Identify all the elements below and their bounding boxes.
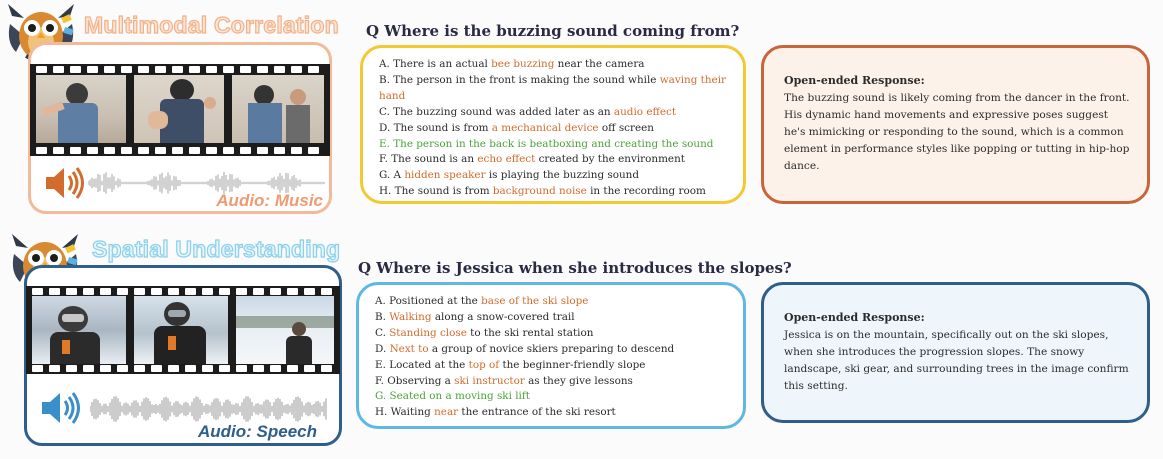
option-text: C. The buzzing sound was added later as an [379, 105, 614, 118]
sprocket-hole [121, 66, 132, 73]
sprocket-hole [308, 66, 319, 73]
sprocket-hole [155, 66, 166, 73]
option-item [375, 326, 729, 342]
option-item [375, 389, 729, 405]
sprocket-hole [223, 66, 234, 73]
response-heading: Open-ended Response: [784, 311, 925, 324]
response-text: The buzzing sound is likely coming from the dancer in the front. His dynamic hand movements and expressive poses suggest he's mimicking or responding to the sound, which is a common element in performance styles like popping or tutting in hip-hop dance. [784, 92, 1130, 172]
sprocket-hole [219, 365, 230, 372]
film-strip-icon [30, 64, 330, 156]
option-text: G. A [379, 169, 405, 182]
sprocket-hole [104, 66, 115, 73]
option-highlight: audio effect [613, 105, 677, 118]
sprocket-hole [53, 66, 64, 73]
option-item [375, 374, 729, 390]
sprocket-hole [287, 288, 298, 295]
sprocket-hole [117, 365, 128, 372]
option-text: F. The sound is an [379, 153, 478, 166]
option-item [375, 310, 729, 326]
option-item [379, 168, 729, 184]
sprocket-hole [270, 288, 281, 295]
option-text: B. [375, 310, 390, 323]
audio-waveform-icon [90, 394, 330, 424]
option-text: A. Positioned at the [375, 295, 482, 307]
sprocket-hole [168, 365, 179, 372]
sprocket-hole [151, 365, 162, 372]
response-box-jessica [761, 282, 1150, 423]
option-highlight: E. The person in the back is beatboxing and creating the sound [379, 137, 714, 150]
option-text: H. Waiting [375, 406, 435, 419]
option-highlight: waving their [659, 73, 726, 86]
section-title-multimodal: Multimodal Correlation [84, 12, 339, 38]
sprocket-hole [185, 365, 196, 372]
sprocket-hole [206, 66, 217, 73]
option-text: in the recording room [586, 185, 706, 198]
sprocket-hole [236, 288, 247, 295]
option-item [375, 294, 729, 310]
sprocket-hole [87, 66, 98, 73]
option-text: is playing the buzzing sound [485, 169, 640, 182]
option-text: a group of novice skiers preparing to descend [428, 342, 675, 355]
question-jessica: Q Where is Jessica when she introduces the slopes? [358, 259, 792, 277]
option-highlight: hidden speaker [404, 169, 486, 182]
sprocket-hole [274, 66, 285, 73]
sprocket-hole [134, 365, 145, 372]
sprocket-hole [70, 147, 81, 154]
option-text: the entrance of the ski resort [458, 406, 616, 419]
sprocket-hole [189, 147, 200, 154]
option-text: C. [375, 326, 390, 339]
response-heading: Open-ended Response: [784, 74, 925, 87]
sprocket-hole [223, 147, 234, 154]
sprocket-hole [236, 365, 247, 372]
sprocket-hole [321, 365, 332, 372]
sprocket-hole [32, 365, 43, 372]
option-text: to the ski rental station [466, 326, 594, 339]
sprocket-hole [32, 288, 43, 295]
sprocket-hole [104, 147, 115, 154]
video-frame-1 [32, 296, 126, 364]
video-frame-2 [134, 296, 228, 364]
option-item [379, 73, 729, 89]
option-highlight: Walking [389, 310, 432, 323]
sprocket-hole [304, 288, 315, 295]
sprocket-hole [202, 288, 213, 295]
sprocket-hole [253, 365, 264, 372]
sprocket-hole [257, 147, 268, 154]
question-buzzing: Q Where is the buzzing sound coming from? [366, 22, 740, 40]
sprocket-hole [100, 365, 111, 372]
option-item [375, 358, 729, 374]
sprocket-hole [66, 365, 77, 372]
sprocket-hole [49, 365, 60, 372]
sprocket-hole [83, 365, 94, 372]
option-highlight: top of [468, 358, 500, 371]
sprocket-hole [291, 66, 302, 73]
option-text: as they give lessons [524, 374, 633, 387]
option-text: off screen [598, 121, 654, 134]
sprocket-hole [70, 66, 81, 73]
option-item [379, 89, 729, 105]
option-item [379, 152, 729, 168]
option-highlight: Next to [389, 342, 429, 355]
sprocket-hole [270, 365, 281, 372]
option-item [379, 137, 729, 153]
option-highlight: ski instructor [454, 374, 525, 387]
sprocket-hole [304, 365, 315, 372]
sprocket-hole [308, 147, 319, 154]
sprocket-hole [219, 288, 230, 295]
sprocket-hole [206, 147, 217, 154]
option-highlight: echo effect [477, 153, 536, 166]
sprocket-hole [168, 288, 179, 295]
option-highlight: base of the ski slope [481, 295, 589, 307]
sprocket-hole [274, 147, 285, 154]
option-highlight: bee buzzing [491, 58, 555, 70]
option-text: D. [375, 342, 390, 355]
option-text: A. There is an actual [379, 58, 492, 70]
option-highlight: hand [379, 89, 406, 102]
sprocket-hole [36, 66, 47, 73]
option-text: created by the environment [535, 153, 685, 166]
audio-label-speech: Audio: Speech [197, 422, 317, 441]
section-title-spatial: Spatial Understanding [92, 236, 341, 262]
option-text: B. The person in the front is making the sound while [379, 73, 660, 86]
sprocket-hole [49, 288, 60, 295]
sprocket-hole [202, 365, 213, 372]
option-item [375, 405, 729, 421]
sprocket-hole [257, 66, 268, 73]
response-text: Jessica is on the mountain, specifically out on the ski slopes, when she introduces the progression slopes. The snowy landscape, ski gear, and surrounding trees in the image confirm this setting. [784, 329, 1129, 392]
sprocket-hole [121, 147, 132, 154]
sprocket-hole [287, 365, 298, 372]
sprocket-hole [291, 147, 302, 154]
option-item [379, 57, 729, 73]
sprocket-hole [53, 147, 64, 154]
sprocket-hole [185, 288, 196, 295]
sprocket-hole [66, 288, 77, 295]
option-text: F. Observing a [375, 374, 455, 387]
option-text: near the camera [554, 58, 645, 70]
video-frame-2 [134, 75, 224, 143]
sprocket-hole [172, 66, 183, 73]
sprocket-hole [134, 288, 145, 295]
option-highlight: background noise [492, 185, 587, 198]
options-box-buzzing [360, 45, 746, 204]
sprocket-hole [240, 66, 251, 73]
video-frame-3 [232, 75, 324, 143]
option-item [379, 184, 729, 200]
option-item [375, 342, 729, 358]
option-highlight: near [434, 406, 459, 419]
video-frame-1 [36, 75, 126, 143]
option-text: along a snow-covered trail [431, 310, 575, 323]
option-text: E. Located at the [375, 358, 469, 371]
sprocket-hole [87, 147, 98, 154]
option-highlight: G. Seated on a moving ski lift [375, 390, 530, 403]
sprocket-hole [100, 288, 111, 295]
option-item [379, 121, 729, 137]
sprocket-hole [36, 147, 47, 154]
options-box-jessica [356, 282, 746, 429]
option-item [379, 105, 729, 121]
sprocket-hole [83, 288, 94, 295]
film-strip-icon [26, 286, 340, 374]
option-highlight: Standing close [389, 326, 467, 339]
sprocket-hole [138, 147, 149, 154]
video-frame-3 [236, 296, 334, 364]
sprocket-hole [321, 288, 332, 295]
sprocket-hole [253, 288, 264, 295]
sprocket-hole [151, 288, 162, 295]
sprocket-hole [155, 147, 166, 154]
speaker-icon [40, 389, 82, 427]
option-text: D. The sound is from [379, 121, 492, 134]
sprocket-hole [240, 147, 251, 154]
option-text: H. The sound is from [379, 185, 493, 198]
speaker-icon [44, 164, 86, 202]
option-text: the beginner-friendly slope [499, 358, 646, 371]
audio-label-music: Audio: Music [216, 191, 323, 210]
response-box-buzzing [761, 45, 1150, 204]
sprocket-hole [172, 147, 183, 154]
option-highlight: a mechanical device [491, 121, 599, 134]
sprocket-hole [138, 66, 149, 73]
sprocket-hole [189, 66, 200, 73]
sprocket-hole [117, 288, 128, 295]
